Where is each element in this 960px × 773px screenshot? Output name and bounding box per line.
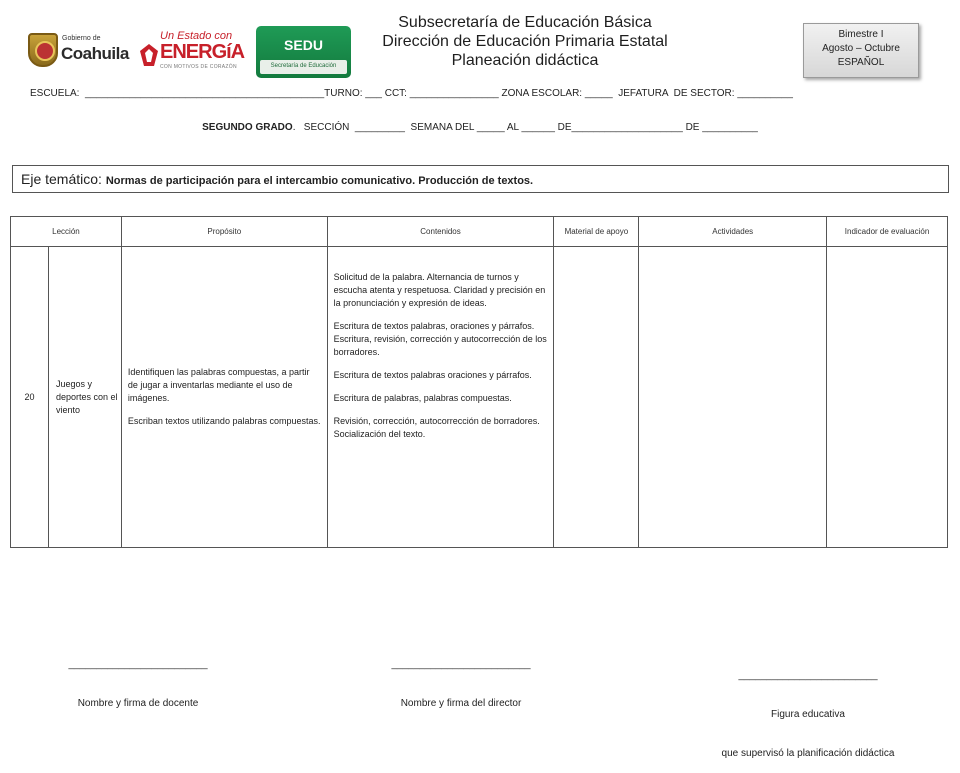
planning-table xyxy=(10,216,948,548)
actividades-cell xyxy=(639,247,827,548)
header-line-2: Dirección de Educación Primaria Estatal xyxy=(382,33,668,50)
coahuila-logo-text: Coahuila xyxy=(61,44,129,63)
header-leccion: Lección xyxy=(11,217,122,247)
lesson-name: Juegos y deportes con el viento xyxy=(48,247,121,548)
eje-tematico-text: Normas de participación para el intercambio comunicativo. Producción de textos. xyxy=(105,175,534,187)
bimestre-period: Agosto – Octubre xyxy=(822,43,900,54)
contenido-item: Escritura de textos palabras, oraciones y párrafos. Escritura, revisión, corrección y autocorrección de los borradores. xyxy=(333,321,547,357)
proposito-cell xyxy=(121,247,327,548)
contenido-item: Socialización del texto. xyxy=(333,429,426,439)
lesson-number: 20 xyxy=(11,247,49,548)
contenido-item: Revisión, corrección, autocorrección de borradores. xyxy=(333,416,540,426)
signature-label: Nombre y firma de docente xyxy=(77,698,199,709)
bimestre-subject: ESPAÑOL xyxy=(837,57,885,68)
coat-of-arms-icon xyxy=(28,33,58,67)
school-info-line: ESCUELA: ___________________________________________TURNO: ___ CCT: ________________ ZONA ESCOLAR: _____ JEFATURA DE SECTOR: __________ xyxy=(30,88,793,99)
header-title xyxy=(340,13,710,70)
energia-logo xyxy=(140,30,245,76)
coahuila-logo-small-text: Gobierno de xyxy=(62,35,101,42)
eje-tematico-box xyxy=(12,165,949,193)
proposito-item: Escriban textos utilizando palabras compuestas. xyxy=(127,416,321,426)
signature-label-2: que supervisó la planificación didáctica xyxy=(721,748,895,759)
proposito-item: Identifiquen las palabras compuestas, a partir de jugar a inventarlas mediante el uso de imágenes. xyxy=(127,367,310,403)
grade-info-rest: . SECCIÓN _________ SEMANA DEL _____ AL ______ DE____________________ DE __________ xyxy=(292,122,758,133)
header-indicador: Indicador de evaluación xyxy=(827,217,948,247)
coahuila-logo xyxy=(28,33,133,73)
signature-label: Nombre y firma del director xyxy=(400,698,522,709)
sedu-logo-subtitle: Secretaría de Educación xyxy=(270,63,337,69)
contenido-item: Escritura de textos palabras oraciones y párrafos. xyxy=(333,370,532,380)
header-material: Material de apoyo xyxy=(554,217,639,247)
header-line-3: Planeación didáctica xyxy=(451,52,599,69)
header-line-1: Subsecretaría de Educación Básica xyxy=(398,14,652,31)
table-header-row xyxy=(11,217,948,247)
signature-line: _________________________ xyxy=(738,670,878,681)
grade-label: SEGUNDO GRADO xyxy=(202,122,293,133)
energia-mark-icon xyxy=(140,44,158,66)
signature-director xyxy=(370,632,552,723)
indicador-cell xyxy=(827,247,948,548)
signature-line: _________________________ xyxy=(68,659,208,670)
table-row xyxy=(11,247,948,548)
grade-info-line xyxy=(0,122,960,133)
bimestre-box xyxy=(803,23,919,78)
eje-tematico-label: Eje temático: xyxy=(21,171,106,187)
signature-docente xyxy=(48,632,228,723)
energia-logo-text: ENERGíA xyxy=(160,41,245,63)
header-contenidos: Contenidos xyxy=(327,217,554,247)
sedu-logo xyxy=(256,26,351,78)
signature-figura-educativa xyxy=(698,643,918,773)
material-cell xyxy=(554,247,639,548)
header-actividades: Actividades xyxy=(639,217,827,247)
contenidos-cell xyxy=(327,247,554,548)
sedu-logo-title: SEDU xyxy=(284,37,323,53)
header-proposito: Propósito xyxy=(121,217,327,247)
contenido-item: Escritura de palabras, palabras compuestas. xyxy=(333,393,512,403)
energia-logo-sub-text: CON MOTIVOS DE CORAZÓN xyxy=(160,64,237,70)
signature-line: _________________________ xyxy=(391,659,531,670)
bimestre-label: Bimestre I xyxy=(838,29,884,40)
signature-label: Figura educativa xyxy=(771,709,845,720)
contenido-item: Solicitud de la palabra. Alternancia de turnos y escucha atenta y respetuosa. Claridad y precisión en la pronunciación y expresión de ideas. xyxy=(333,272,546,308)
energia-logo-top-text: Un Estado con xyxy=(160,30,233,42)
